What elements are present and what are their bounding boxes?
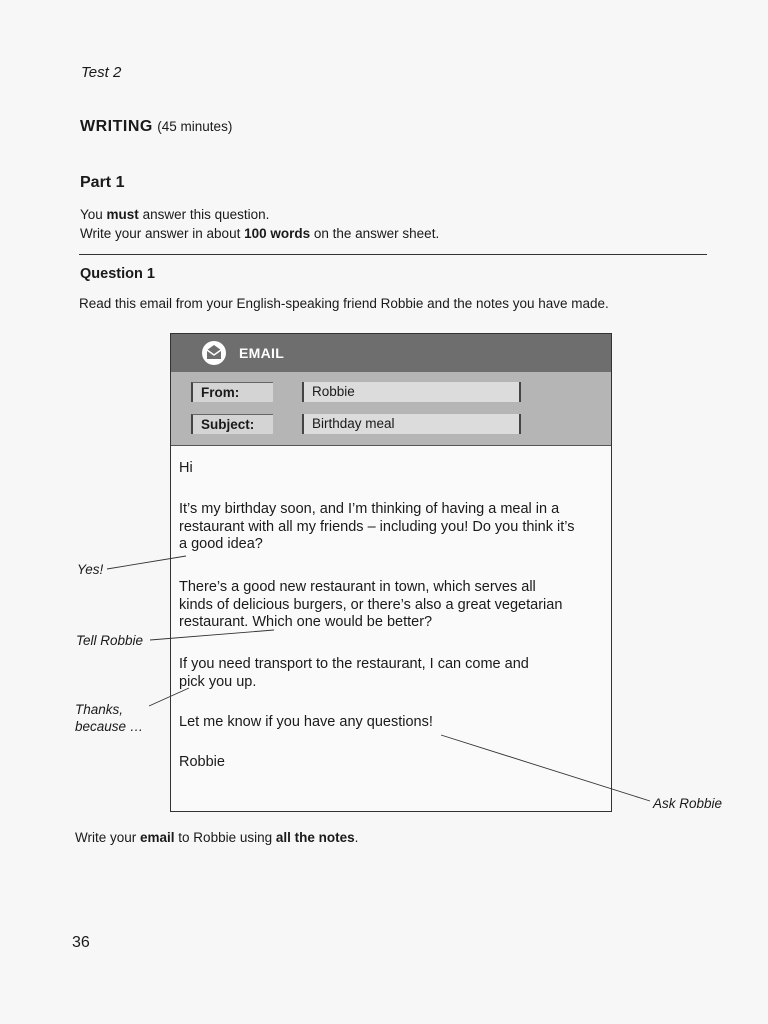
note-line-tell <box>150 630 274 640</box>
footer-text: to Robbie using <box>174 830 276 845</box>
note-line-ask <box>441 735 650 801</box>
email-line: kinds of delicious burgers, or there’s also a great vegetarian <box>179 596 563 613</box>
from-label: From: <box>191 382 273 402</box>
email-line: If you need transport to the restaurant, I can come and <box>179 656 529 672</box>
instr-text: on the answer sheet. <box>310 226 440 241</box>
note-yes: Yes! <box>77 562 104 577</box>
note-thanks <box>75 701 143 735</box>
instr-bold: must <box>106 207 139 222</box>
instr-bold: 100 words <box>244 226 311 241</box>
footer-text: Write your <box>75 830 141 845</box>
instr-text: You <box>80 207 107 222</box>
section-duration: (45 minutes) <box>157 119 233 134</box>
question-title: Question 1 <box>80 266 155 282</box>
from-field: Robbie <box>302 382 521 402</box>
instr-text: Write your answer in about <box>80 226 245 241</box>
email-greeting: Hi <box>179 460 193 476</box>
note-thanks-line: Thanks, <box>75 702 124 717</box>
note-thanks-line: because … <box>75 719 144 734</box>
page-number: 36 <box>72 934 90 951</box>
note-ask-robbie: Ask Robbie <box>653 796 723 811</box>
email-paragraph-4: Let me know if you have any questions! <box>179 714 433 730</box>
section-name: WRITING <box>80 118 153 135</box>
email-line: a good idea? <box>179 536 263 552</box>
email-line: pick you up. <box>179 673 257 690</box>
email-signoff: Robbie <box>179 754 225 770</box>
part-title: Part 1 <box>80 174 125 191</box>
email-line: restaurant with all my friends – including you! Do you think it’s <box>179 518 575 535</box>
note-line-yes <box>107 556 186 569</box>
footer-bold: all the notes <box>275 830 355 845</box>
email-line: There’s a good new restaurant in town, which serves all <box>179 579 536 595</box>
email-title: EMAIL <box>239 345 285 361</box>
task-instruction <box>75 830 358 845</box>
question-text: Read this email from your English-speaking friend Robbie and the notes you have made. <box>79 296 609 311</box>
email-line: It’s my birthday soon, and I’m thinking of having a meal in a <box>179 501 560 517</box>
subject-field: Birthday meal <box>302 414 521 434</box>
footer-bold: email <box>140 830 175 845</box>
subject-label: Subject: <box>191 414 273 434</box>
note-line-thanks <box>149 688 189 706</box>
email-line: restaurant. Which one would be better? <box>179 614 433 630</box>
footer-text: . <box>354 830 359 845</box>
test-label: Test 2 <box>81 64 122 81</box>
instr-text: answer this question. <box>138 207 270 222</box>
note-tell-robbie: Tell Robbie <box>76 633 144 648</box>
